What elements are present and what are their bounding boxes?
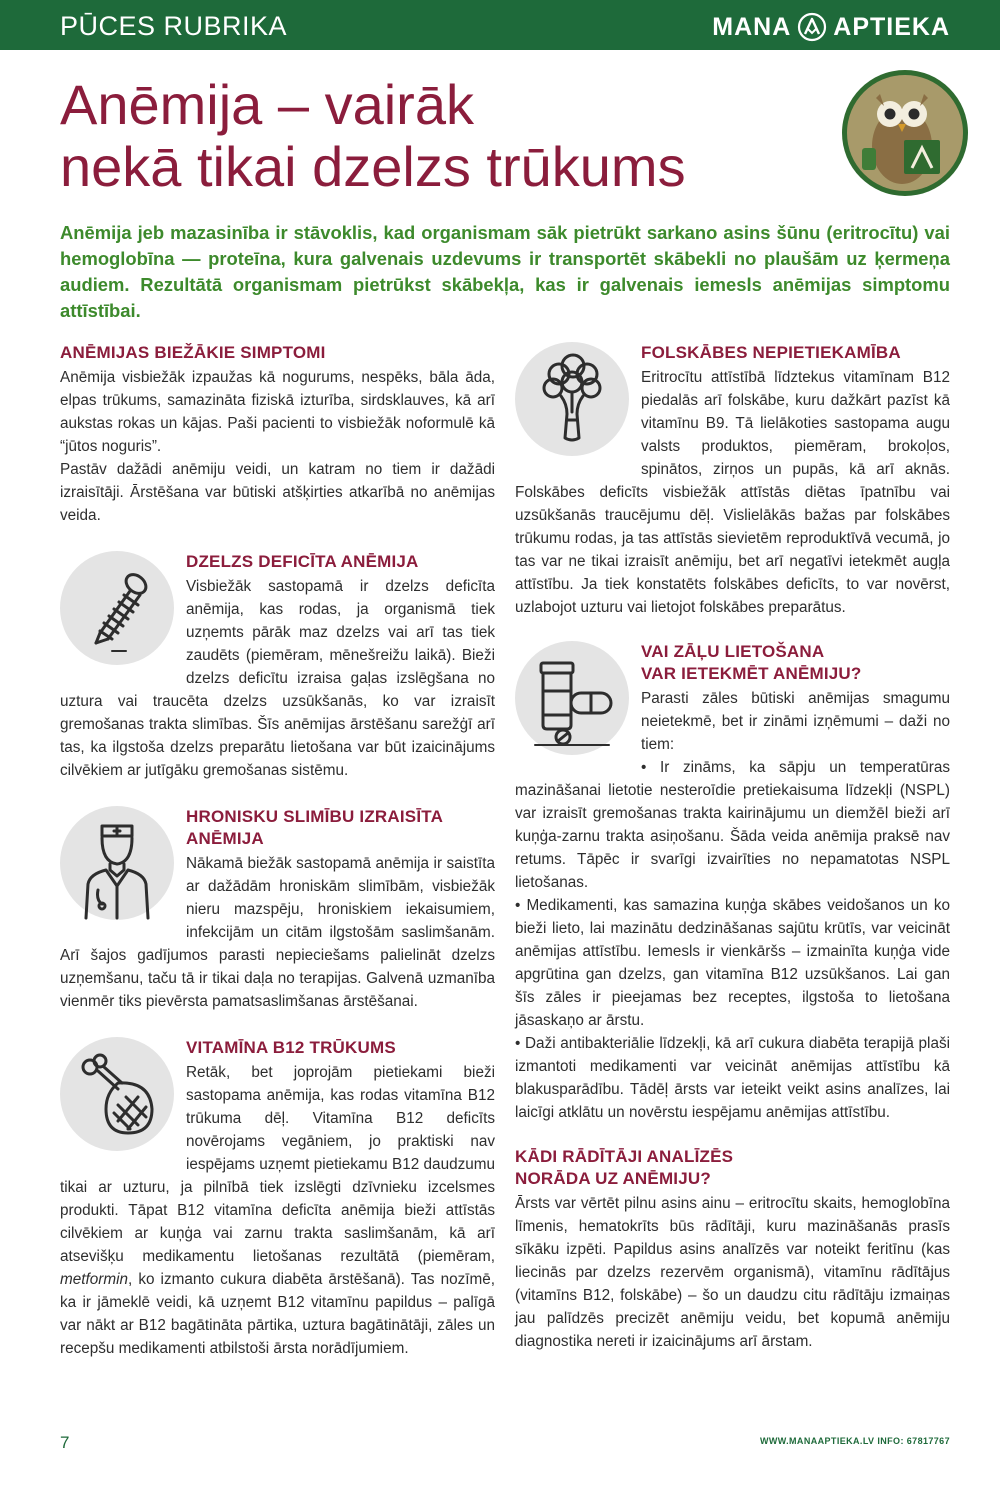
iron-section — [60, 551, 495, 782]
iron-heading: DZELZS DEFICĪTA ANĒMIJA — [186, 552, 419, 571]
symptoms-text-1: Anēmija visbiežāk izpaužas kā nogurums, nespēks, bāla āda, elpas trūkums, samazināta fiziskā izturība, sirdsklauves, kā arī aukstas rokas un kājas. Paši pacienti to visbiežāk noformulē kā “jūtos noguris”. — [60, 369, 495, 455]
intro-paragraph: Anēmija jeb mazasinība ir stāvoklis, kad organismam sāk pietrūkt sarkano asins šūnu (eritrocītu) vai hemoglobīna — proteīna, kura galvenais uzdevums ir transportēt skābekli no plaušām uz ķermeņa audiem. Rezultātā organismam pietrūkst skābekļa, kas ir galvenais iemesls anēmijas simptomu attīstībai. — [60, 222, 950, 321]
tests-heading-line-2: NORĀDA UZ ANĒMIJU? — [515, 1169, 711, 1188]
page-number: 7 — [60, 1433, 70, 1452]
b12-text-part-2: , ko izmanto cukura diabēta ārstēšanā). Tas nozīmē, ka ir jāmeklē veidi, kā uzņemt B12 vitamīnu papildus – palīgā var nākt ar B12 bagātināta pārtika, uztura bagātinātāji, zāles un recepšu medikamenti atbilstoši ārsta norādījumiem. — [60, 1271, 495, 1357]
footer-contact-info[interactable]: WWW.MANAAPTIEKA.LV INFO: 67817767 — [759, 1436, 950, 1446]
header-bar — [0, 0, 1000, 50]
b12-text-part-1: Retāk, bet joprojām pietiekami bieži sastopama anēmija, kas rodas vitamīna B12 trūkuma dēļ. Vitamīna B12 deficīts novērojams vegāniem, jo praktiski nav iespējams uzņemt pietiekamu B12 daudzumu tikai ar uzturu, ja pilnībā tiek izslēgti dzīvnieku izcelsmes produkti. Tāpat B12 vitamīna deficīta anēmija bieži attīstās cilvēkiem ar kuņģa vai zarnu trakta saslimšanām, kā arī atsevišķu medikamentu lietošanas rezultātā (piemēram, — [60, 1064, 495, 1265]
chronic-heading: HRONISKU SLIMĪBU IZRAISĪTA ANĒMIJA — [186, 807, 443, 848]
folic-text: Eritrocītu attīstībā līdztekus vitamīnam B12 piedalās arī folskābe, kuru dažkārt pazīst kā vitamīnu B9. Tā lielākoties sastopama augu valsts produktos, piemēram, brokoļos, spinātos, zirņos un pupās, kā arī aknās. Folskābes deficīts visbiežāk attīstās diētas īpatnību vai uzsūkšanās traucējumu dēļ. Vislielākās bažas par folskābes trūkumu rodas, ja tas attīstās sievietēm reproduktīvā vecumā, jo tas var ne tikai izraisīt anēmiju, bet arī negatīvi ietekmēt augļa attīstību. Ja tiek konstatēts folskābes deficīts, to var novērst, uzlabojot uzturu vai lietojot folskābes preparātus. — [515, 369, 950, 616]
tests-heading — [515, 1146, 950, 1190]
b12-heading: VITAMĪNA B12 TRŪKUMS — [186, 1038, 396, 1057]
headline-line-2: nekā tikai dzelzs trūkums — [60, 135, 686, 198]
left-column — [60, 338, 495, 1360]
chronic-text: Nākamā biežāk sastopamā anēmija ir saistīta ar dažādām hroniskām slimībām, visbiežāk nieru mazspēju, hroniskiem iekaisumiem, infekcijām un citām ilgstošām saslimšanām. Arī šajos gadījumos parasti nepieciešams palielināt dzelzs uzņemšanu, taču tā ir tikai daļa no terapijas. Galvenā uzmanība vienmēr tiks pievērsta pamatsaslimšanas ārstēšanai. — [60, 855, 495, 1010]
b12-section — [60, 1037, 495, 1360]
folic-heading: FOLSKĀBES NEPIETIEKAMĪBA — [641, 343, 901, 362]
medicines-heading-line-2: VAR IETEKMĒT ANĒMIJU? — [641, 664, 862, 683]
mana-aptieka-logo-icon — [797, 12, 827, 42]
chronic-section — [60, 806, 495, 1013]
broccoli-icon — [515, 342, 629, 456]
tests-text: Ārsts var vērtēt pilnu asins ainu – eritrocītu skaits, hemoglobīna līmenis, hematokrīts būs rādītāji, kuru mazināšanās prasīs sīkāku izpēti. Papildus asins analīzēs var noteikt feritīnu (kas liecinās par dzelzs rezervēm organismā), vitamīnu rādītājus (vitamīns B12, folskābe) – šo un daudzu citu rādītāju izmaiņas jau palīdzēs precizēt anēmiju veidu, bet kopumā anēmiju diagnostika nereti ir izaicinājums arī ārstam. — [515, 1195, 950, 1350]
article-headline — [60, 74, 820, 198]
meat-leg-icon — [60, 1037, 174, 1151]
symptoms-section — [60, 342, 495, 527]
symptoms-text-2: Pastāv dažādi anēmiju veidi, un katram no tiem ir dažādi izraisītāji. Ārstēšana var būtiski atšķirties atkarībā no anēmijas veida. — [60, 461, 495, 524]
owl-mascot-icon — [840, 68, 970, 198]
iron-text: Visbiežāk sastopamā ir dzelzs deficīta anēmija, kas rodas, ja organismā tiek uzņemts pārāk maz dzelzs vai arī tas tiek zaudēts (piemēram, mēnešreižu laikā). Bieži dzelzs deficītu izraisa gaļas izslēgšana no uztura vai traucēta dzelzs uzsūkšanās, ko var izraisīt gremošanas trakta slimības. Šīs anēmijas ārstēšanu sarežģī arī tas, ka ilgstoša dzelzs preparātu lietošana var būt izaicinājums cilvēkiem ar jutīgāku gremošanas sistēmu. — [60, 578, 495, 779]
medicines-bullet-3: • Daži antibakteriālie līdzekļi, kā arī cukura diabēta terapijā plaši izmantoti medikamenti var veicināt anēmijas attīstību kā blakusparādību. Tādēļ ārsts var ieteikt veikt asins analīzes, lai laicīgi atklātu un novērstu iespējamu anēmijas attīstību. — [515, 1035, 950, 1121]
medicines-section — [515, 641, 950, 1124]
brand-name-left: MANA — [712, 12, 792, 41]
pills-bottle-icon — [515, 641, 629, 755]
medicines-bullet-1: • Ir zināms, ka sāpju un temperatūras mazināšanai lietotie nesteroīdie pretiekaisuma līdzekļi (NSPL) var izraisīt gremošanas trakta kairinājumu un diemžēl bieži arī kuņģa-zarnu trakta asiņošanu. Šāda veida anēmija praksē nav retums. Tāpēc ir svarīgi izvairīties no nepamatotas NSPL lietošanas. — [515, 759, 950, 891]
medicines-bullet-2: • Medikamenti, kas samazina kuņģa skābes veidošanos un ko bieži lieto, lai mazinātu dedzināšanas sajūtu krūtīs, var veicināt anēmijas attīstību. Iemesls ir vienkāršs – izmainīta kuņģa vide apgrūtina gan dzelzs, gan vitamīna B12 uzsūkšanos. Lai gan šīs zāles ir pieejamas bez receptes, ilgstoša to lietošana jāsaskaņo ar ārstu. — [515, 897, 950, 1029]
tests-section — [515, 1146, 950, 1353]
brand-name-right: APTIEKA — [833, 12, 950, 41]
medicines-intro: Parasti zāles būtiski anēmijas smagumu neietekmē, bet ir zināmi izņēmumi – daži no tiem: — [641, 690, 950, 753]
folic-section — [515, 342, 950, 619]
section-label: PŪCES RUBRIKA — [60, 11, 288, 41]
symptoms-heading: ANĒMIJAS BIEŽĀKIE SIMPTOMI — [60, 343, 326, 362]
brand-logo[interactable] — [712, 12, 950, 42]
b12-text-drug-name: metformin — [60, 1271, 128, 1288]
doctor-icon — [60, 806, 174, 920]
headline-line-1: Anēmija – vairāk — [60, 73, 474, 136]
right-column — [515, 338, 950, 1353]
tests-heading-line-1: KĀDI RĀDĪTĀJI ANALĪZĒS — [515, 1147, 734, 1166]
medicines-heading-line-1: VAI ZĀĻU LIETOŠANA — [641, 642, 825, 661]
iron-screw-icon — [60, 551, 174, 665]
